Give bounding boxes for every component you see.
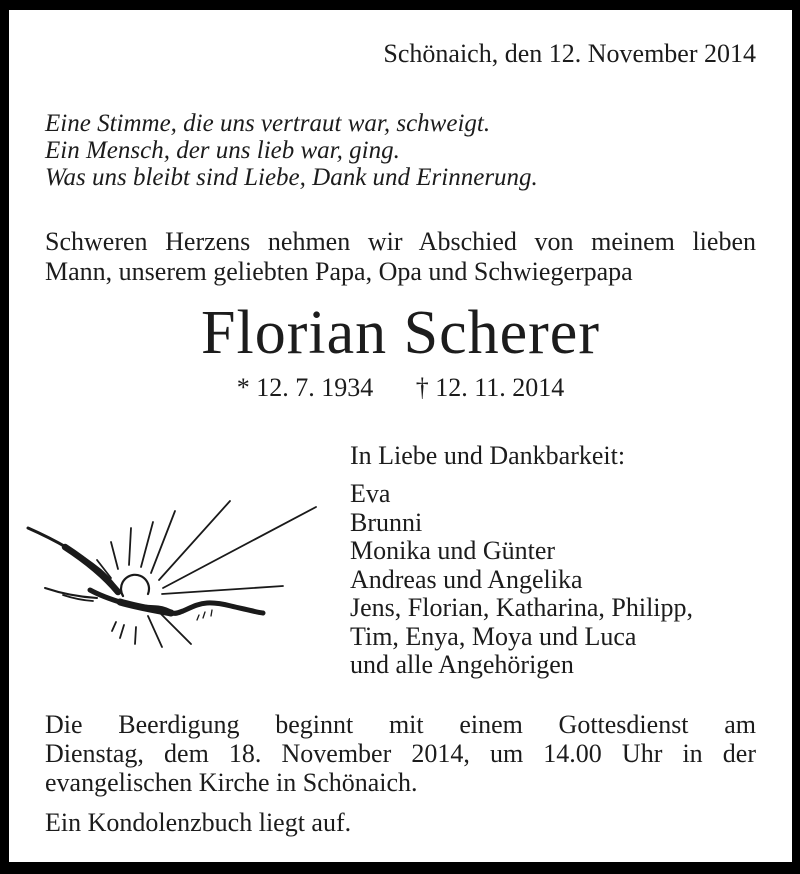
mourner-line: Brunni	[350, 507, 423, 537]
mourner-line: und alle Angehörigen	[350, 650, 574, 679]
death-date: † 12. 11. 2014	[415, 373, 565, 402]
condolence-note: Ein Kondolenzbuch liegt auf.	[45, 807, 352, 837]
mourner-line: Tim, Enya, Moya und Luca	[350, 621, 637, 651]
rising-sun-icon	[25, 482, 325, 672]
intro-line: Schweren Herzens nehmen wir Abschied von meinem lieben	[45, 227, 756, 256]
mourners-list	[350, 480, 756, 680]
epigraph-line: Ein Mensch, der uns lieb war, ging.	[45, 137, 400, 164]
mourner-line: Eva	[350, 479, 391, 508]
life-dates	[45, 374, 756, 402]
funeral-line: evangelischen Kirche in Schönaich.	[45, 767, 418, 797]
epigraph-line: Was uns bleibt sind Liebe, Dank und Erinnerung.	[45, 164, 538, 191]
intro-line: Mann, unserem geliebten Papa, Opa und Schwiegerpapa	[45, 257, 633, 286]
notice-content	[45, 10, 756, 837]
mourners-block	[350, 442, 756, 680]
mourner-line: Monika und Günter	[350, 536, 556, 565]
deceased-name: Florian Scherer	[201, 299, 600, 367]
mourners-heading: In Liebe und Dankbarkeit:	[350, 441, 626, 470]
funeral-line: Dienstag, dem 18. November 2014, um 14.00 Uhr in der	[45, 738, 756, 768]
dateline: Schönaich, den 12. November 2014	[383, 39, 756, 68]
intro-paragraph	[45, 227, 756, 287]
mourner-line: Andreas und Angelika	[350, 564, 583, 594]
epigraph-line: Eine Stimme, die uns vertraut war, schweigt.	[45, 110, 491, 137]
funeral-line: Die Beerdigung beginnt mit einem Gottesdienst am	[45, 709, 756, 739]
birth-date: * 12. 7. 1934	[236, 373, 374, 402]
mourner-line: Jens, Florian, Katharina, Philipp,	[350, 593, 694, 622]
epigraph	[45, 110, 756, 191]
notice-inner-area	[9, 10, 792, 862]
funeral-paragraph	[45, 710, 756, 797]
